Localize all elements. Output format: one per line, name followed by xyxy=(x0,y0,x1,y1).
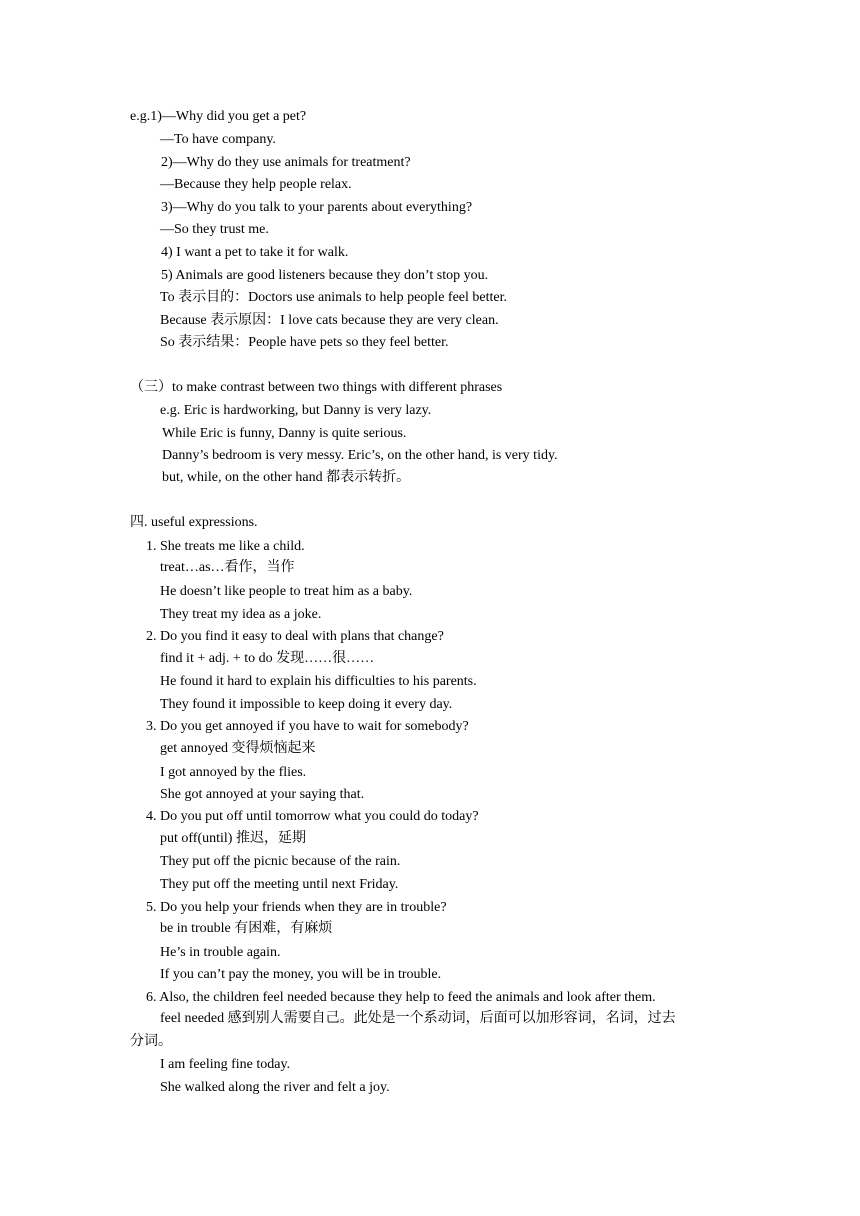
example-sentence: She got annoyed at your saying that. xyxy=(160,787,365,802)
example-question: 2)—Why do they use animals for treatment? xyxy=(161,155,411,170)
example-sentence: They put off the picnic because of the rain. xyxy=(160,854,401,869)
phrase-definition: get annoyed 变得烦恼起来 xyxy=(160,741,316,756)
grammar-note: but, while, on the other hand 都表示转折。 xyxy=(162,470,411,485)
example-sentence: Danny’s bedroom is very messy. Eric’s, on the other hand, is very tidy. xyxy=(162,448,558,463)
phrase-definition: be in trouble 有困难，有麻烦 xyxy=(160,921,333,936)
example-sentence: He found it hard to explain his difficulties to his parents. xyxy=(160,674,477,689)
example-answer: —Because they help people relax. xyxy=(160,177,352,192)
list-item: 5. Do you help your friends when they are in trouble? xyxy=(146,900,447,915)
grammar-note: Because 表示原因：I love cats because they are very clean. xyxy=(160,313,499,328)
example-sentence: e.g. Eric is hardworking, but Danny is very lazy. xyxy=(160,403,432,418)
list-item: 6. Also, the children feel needed because they help to feed the animals and look after them. xyxy=(146,990,656,1005)
phrase-definition: find it + adj. + to do 发现……很…… xyxy=(160,651,375,666)
grammar-note: So 表示结果：People have pets so they feel better. xyxy=(160,335,449,350)
example-answer: —To have company. xyxy=(160,132,276,147)
example-question: 3)—Why do you talk to your parents about everything? xyxy=(161,200,473,215)
example-sentence: 4) I want a pet to take it for walk. xyxy=(161,245,349,260)
example-answer: —So they trust me. xyxy=(160,222,269,237)
example-question: e.g.1)—Why did you get a pet? xyxy=(130,109,307,124)
example-sentence: He doesn’t like people to treat him as a baby. xyxy=(160,584,413,599)
phrase-definition-continued: 分词。 xyxy=(130,1034,172,1049)
example-sentence: I got annoyed by the flies. xyxy=(160,765,307,780)
list-item: 3. Do you get annoyed if you have to wait for somebody? xyxy=(146,719,469,734)
phrase-definition: put off(until) 推迟，延期 xyxy=(160,831,306,846)
example-sentence: I am feeling fine today. xyxy=(160,1057,291,1072)
section-heading: （三）to make contrast between two things with different phrases xyxy=(130,380,503,395)
list-item: 1. She treats me like a child. xyxy=(146,539,305,554)
example-sentence: While Eric is funny, Danny is quite serious. xyxy=(162,426,407,441)
example-sentence: He’s in trouble again. xyxy=(160,945,281,960)
grammar-note: To 表示目的：Doctors use animals to help people feel better. xyxy=(160,290,507,305)
section-heading: 四. useful expressions. xyxy=(130,515,258,530)
example-sentence: 5) Animals are good listeners because they don’t stop you. xyxy=(161,268,489,283)
example-sentence: She walked along the river and felt a joy. xyxy=(160,1080,390,1095)
phrase-definition: treat…as…看作，当作 xyxy=(160,560,295,575)
example-sentence: If you can’t pay the money, you will be in trouble. xyxy=(160,967,442,982)
list-item: 2. Do you find it easy to deal with plans that change? xyxy=(146,629,444,644)
phrase-definition: feel needed 感到别人需要自己。此处是一个系动词，后面可以加形容词，名词，过去 xyxy=(160,1011,676,1026)
example-sentence: They found it impossible to keep doing it every day. xyxy=(160,697,453,712)
list-item: 4. Do you put off until tomorrow what you could do today? xyxy=(146,809,479,824)
example-sentence: They treat my idea as a joke. xyxy=(160,607,322,622)
example-sentence: They put off the meeting until next Friday. xyxy=(160,877,399,892)
